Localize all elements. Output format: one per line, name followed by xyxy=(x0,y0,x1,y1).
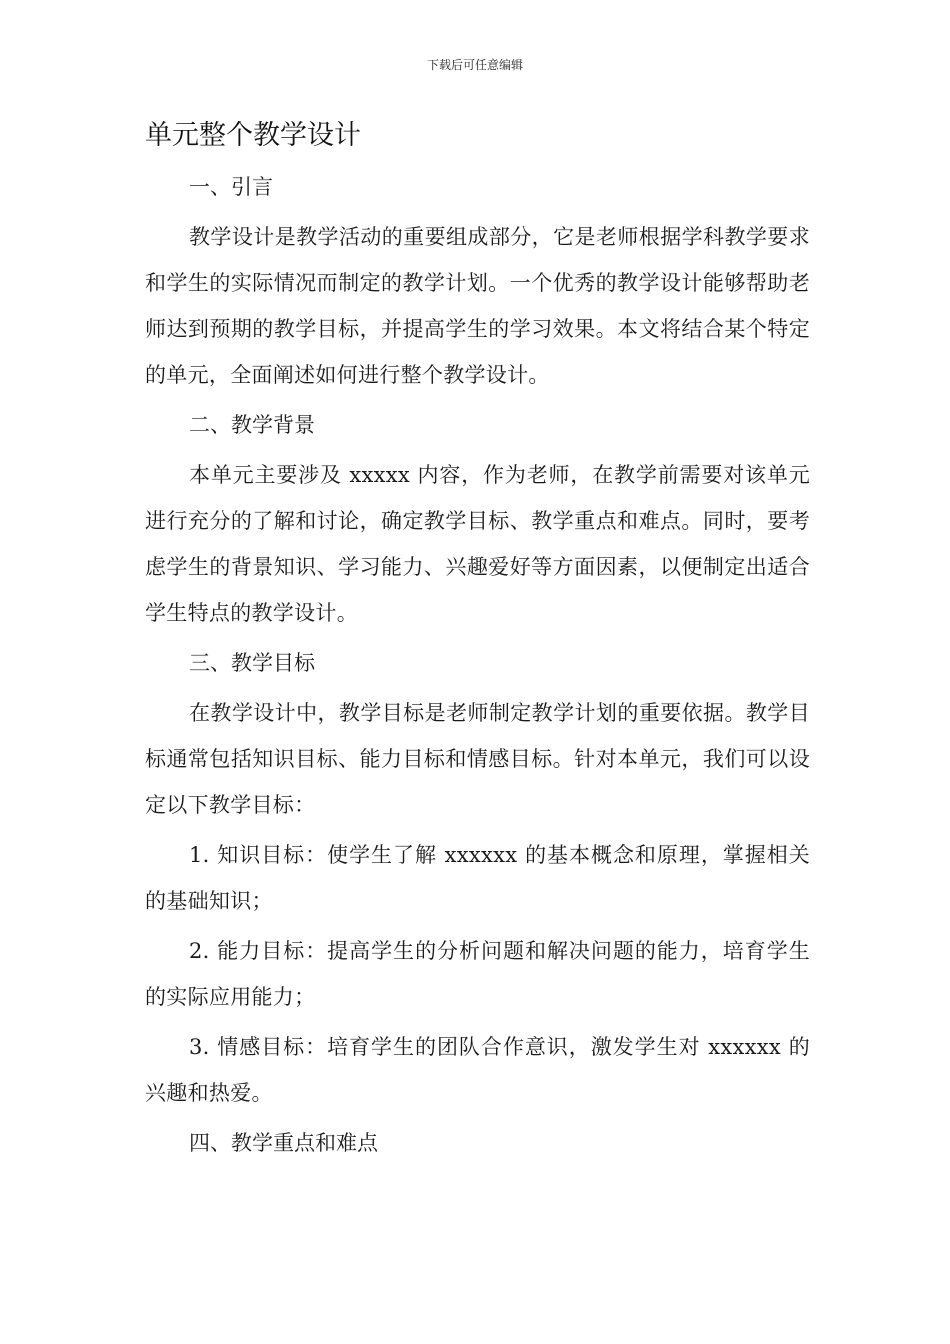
objective-item-ability: 2. 能力目标：提高学生的分析问题和解决问题的能力，培育学生的实际应用能力； xyxy=(145,939,810,1009)
section-heading-key-points: 四、教学重点和难点 xyxy=(189,1131,378,1155)
page-header: 下载后可任意编辑 xyxy=(426,58,523,72)
section-heading-objectives: 三、教学目标 xyxy=(189,651,315,675)
document-body xyxy=(145,116,810,1170)
intro-paragraph: 教学设计是教学活动的重要组成部分，它是老师根据学科教学要求和学生的实际情况而制定的教学计划。一个优秀的教学设计能够帮助老师达到预期的教学目标，并提高学生的学习效果。本文将结合某个特定的单元，全面阐述如何进行整个教学设计。 xyxy=(145,225,810,387)
background-paragraph: 本单元主要涉及 xxxxx 内容，作为老师，在教学前需要对该单元进行充分的了解和讨论，确定教学目标、教学重点和难点。同时，要考虑学生的背景知识、学习能力、兴趣爱好等方面因素，以便制定出适合学生特点的教学设计。 xyxy=(145,463,810,625)
document-title: 单元整个教学设计 xyxy=(145,120,361,151)
objectives-paragraph: 在教学设计中，教学目标是老师制定教学计划的重要依据。教学目标通常包括知识目标、能力目标和情感目标。针对本单元，我们可以设定以下教学目标： xyxy=(145,701,810,817)
objective-item-emotion: 3. 情感目标：培育学生的团队合作意识，激发学生对 xxxxxx 的兴趣和热爱。 xyxy=(145,1035,810,1105)
objective-item-knowledge: 1. 知识目标：使学生了解 xxxxxx 的基本概念和原理，掌握相关的基础知识； xyxy=(145,843,810,913)
section-heading-background: 二、教学背景 xyxy=(189,413,315,437)
section-heading-intro: 一、引言 xyxy=(189,175,273,199)
